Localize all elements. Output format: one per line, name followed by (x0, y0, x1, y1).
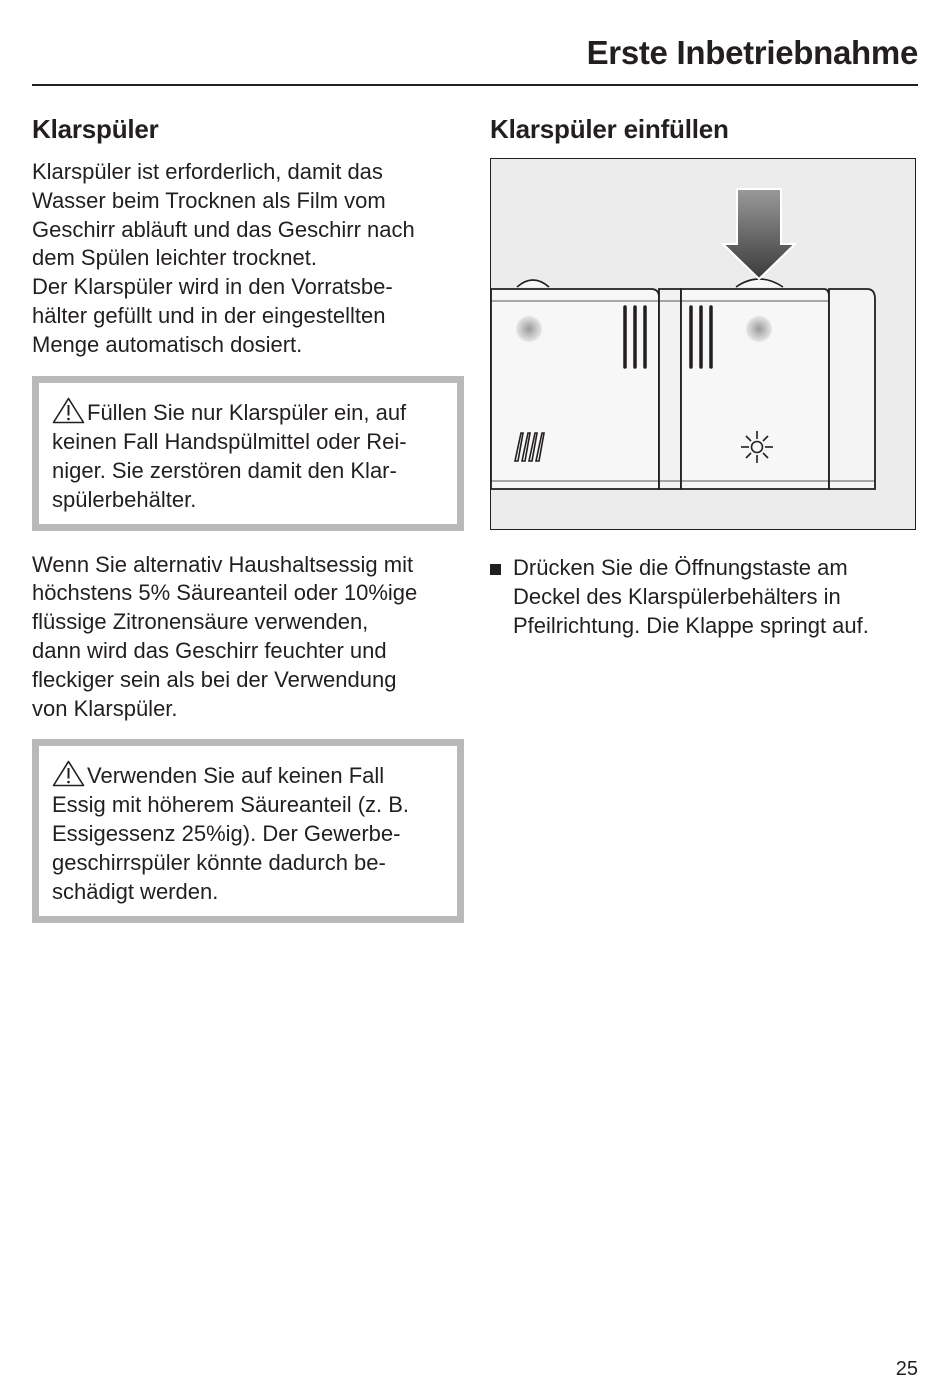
text-line: Wenn Sie alternativ Haushaltsessig mit (32, 551, 414, 577)
dispenser-end-cap (829, 289, 875, 489)
left-lid-bump (517, 280, 549, 287)
right-column (490, 112, 920, 640)
text-line: Pfeilrichtung. Die Klappe springt auf. (513, 612, 869, 638)
header-divider (32, 84, 918, 86)
text-line: Geschirr abläuft und das Geschirr nach (32, 216, 415, 242)
indicator-dot (746, 316, 772, 342)
dispenser-illustration (490, 158, 916, 530)
opening-button (736, 279, 783, 287)
text-line: schädigt werden. (52, 879, 219, 905)
intro-paragraph (32, 158, 464, 360)
text-line: Wasser beim Trocknen als Film vom (32, 187, 386, 213)
bullet-square-icon (490, 564, 501, 575)
text-line: keinen Fall Handspülmittel oder Rei- (52, 428, 407, 454)
page-header-title: Erste Inbetriebnahme (586, 34, 918, 71)
left-column (32, 112, 464, 943)
text-line: niger. Sie zerstören damit den Klar- (52, 457, 397, 483)
text-line: Menge automatisch dosiert. (32, 331, 303, 357)
vinegar-paragraph (32, 551, 464, 724)
text-line: dann wird das Geschirr feuchter und (32, 637, 387, 663)
text-line: Verwenden Sie auf keinen Fall (87, 763, 385, 789)
dispenser-drawing (491, 159, 915, 529)
text-line: fleckiger sein als bei der Verwendung (32, 666, 397, 692)
compartment-divider (659, 289, 681, 489)
text-line: flüssige Zitronensäure verwenden, (32, 609, 369, 635)
section-heading-klarspueler: Klarspüler (32, 114, 159, 144)
indicator-dot (516, 316, 542, 342)
warning-triangle-icon (52, 397, 85, 424)
warning-triangle-icon (52, 760, 85, 787)
text-line: geschirrspüler könnte dadurch be- (52, 850, 386, 876)
text-line: Essigessenz 25%ig). Der Gewerbe- (52, 821, 401, 847)
text-line: von Klarspüler. (32, 695, 178, 721)
text-line: Drücken Sie die Öffnungstaste am (513, 555, 848, 580)
text-line: Deckel des Klarspülerbehälters in (513, 583, 841, 609)
text-line: dem Spülen leichter trocknet. (32, 245, 317, 271)
text-line: Füllen Sie nur Klarspüler ein, auf (87, 399, 407, 425)
text-line: hälter gefüllt und in der eingestellten (32, 302, 386, 328)
text-line: spülerbehälter. (52, 486, 197, 512)
text-line: Klarspüler ist erforderlich, damit das (32, 159, 383, 184)
instruction-list (490, 554, 920, 640)
section-heading-klarspueler-einfuellen: Klarspüler einfüllen (490, 114, 729, 144)
text-line: Der Klarspüler wird in den Vorratsbe- (32, 274, 393, 300)
page-number: 25 (895, 1358, 918, 1380)
warning-box-vinegar (32, 739, 464, 923)
text-line: Essig mit höherem Säureanteil (z. B. (52, 792, 410, 818)
instruction-step (490, 554, 920, 640)
warning-box-rinse-aid-only (32, 376, 464, 531)
down-arrow (723, 189, 795, 279)
text-line: höchstens 5% Säureanteil oder 10%ige (32, 580, 418, 606)
